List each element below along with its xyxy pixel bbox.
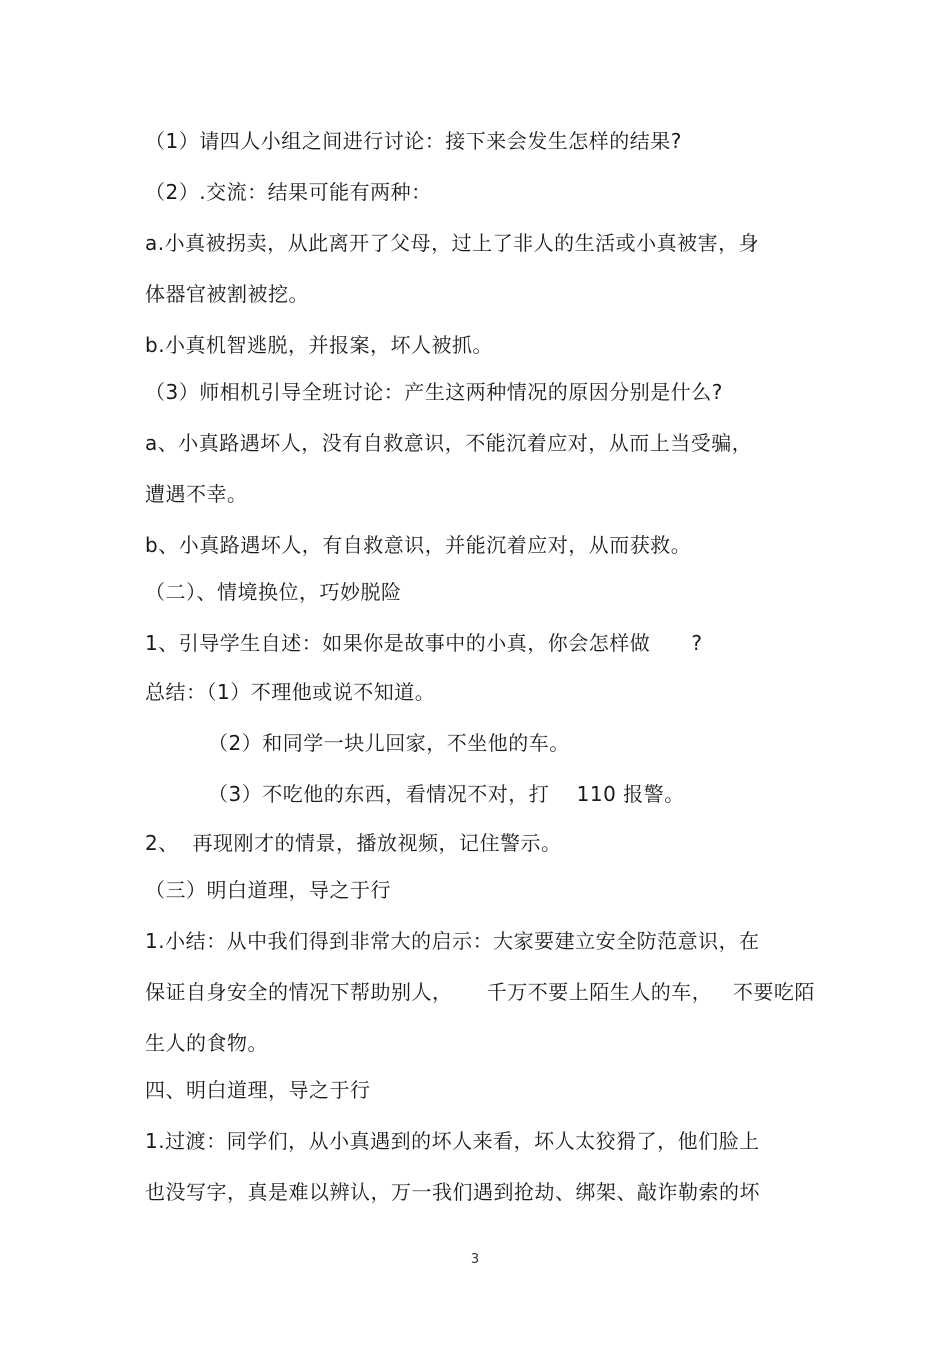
text-line-8: 遭遇不幸。 xyxy=(145,482,248,506)
text-line-17: 1.小结：从中我们得到非常大的启示：大家要建立安全防范意识，在 xyxy=(145,929,760,953)
text-line-15: 2、 再现刚才的情景，播放视频，记住警示。 xyxy=(145,831,562,855)
text-line-11: 1、引导学生自述：如果你是故事中的小真，你会怎样做 ? xyxy=(145,631,703,655)
text-line-3: a.小真被拐卖，从此离开了父母，过上了非人的生活或小真被害，身 xyxy=(145,231,760,255)
text-line-12: 总结：（1）不理他或说不知道。 xyxy=(145,680,436,704)
text-line-16: （三）明白道理，导之于行 xyxy=(145,878,391,902)
text-line-7: a、小真路遇坏人，没有自救意识，不能沉着应对，从而上当受骗， xyxy=(145,431,753,455)
text-line-19: 生人的食物。 xyxy=(145,1031,268,1055)
text-line-21: 1.过渡：同学们，从小真遇到的坏人来看，坏人太狡猾了，他们脸上 xyxy=(145,1129,760,1153)
text-line-18: 保证自身安全的情况下帮助别人， 千万不要上陌生人的车， 不要吃陌 xyxy=(145,980,815,1004)
text-line-20: 四、明白道理，导之于行 xyxy=(145,1078,371,1102)
text-line-5: b.小真机智逃脱，并报案，坏人被抓。 xyxy=(145,333,494,357)
text-line-1: （1）请四人小组之间进行讨论：接下来会发生怎样的结果? xyxy=(145,129,682,153)
page-number: 3 xyxy=(470,1252,480,1267)
text-line-4: 体器官被割被挖。 xyxy=(145,282,309,306)
text-line-13: （2）和同学一块儿回家，不坐他的车。 xyxy=(208,731,570,755)
text-line-6: （3）师相机引导全班讨论：产生这两种情况的原因分别是什么? xyxy=(145,380,723,404)
text-line-22: 也没写字，真是难以辨认，万一我们遇到抢劫、绑架、敲诈勒索的坏 xyxy=(145,1180,760,1204)
text-line-2: （2）.交流：结果可能有两种： xyxy=(145,180,432,204)
text-line-14: （3）不吃他的东西，看情况不对，打 110 报警。 xyxy=(208,782,685,806)
text-line-9: b、小真路遇坏人，有自救意识，并能沉着应对，从而获救。 xyxy=(145,533,692,557)
text-line-10: （二）、情境换位，巧妙脱险 xyxy=(145,580,402,604)
